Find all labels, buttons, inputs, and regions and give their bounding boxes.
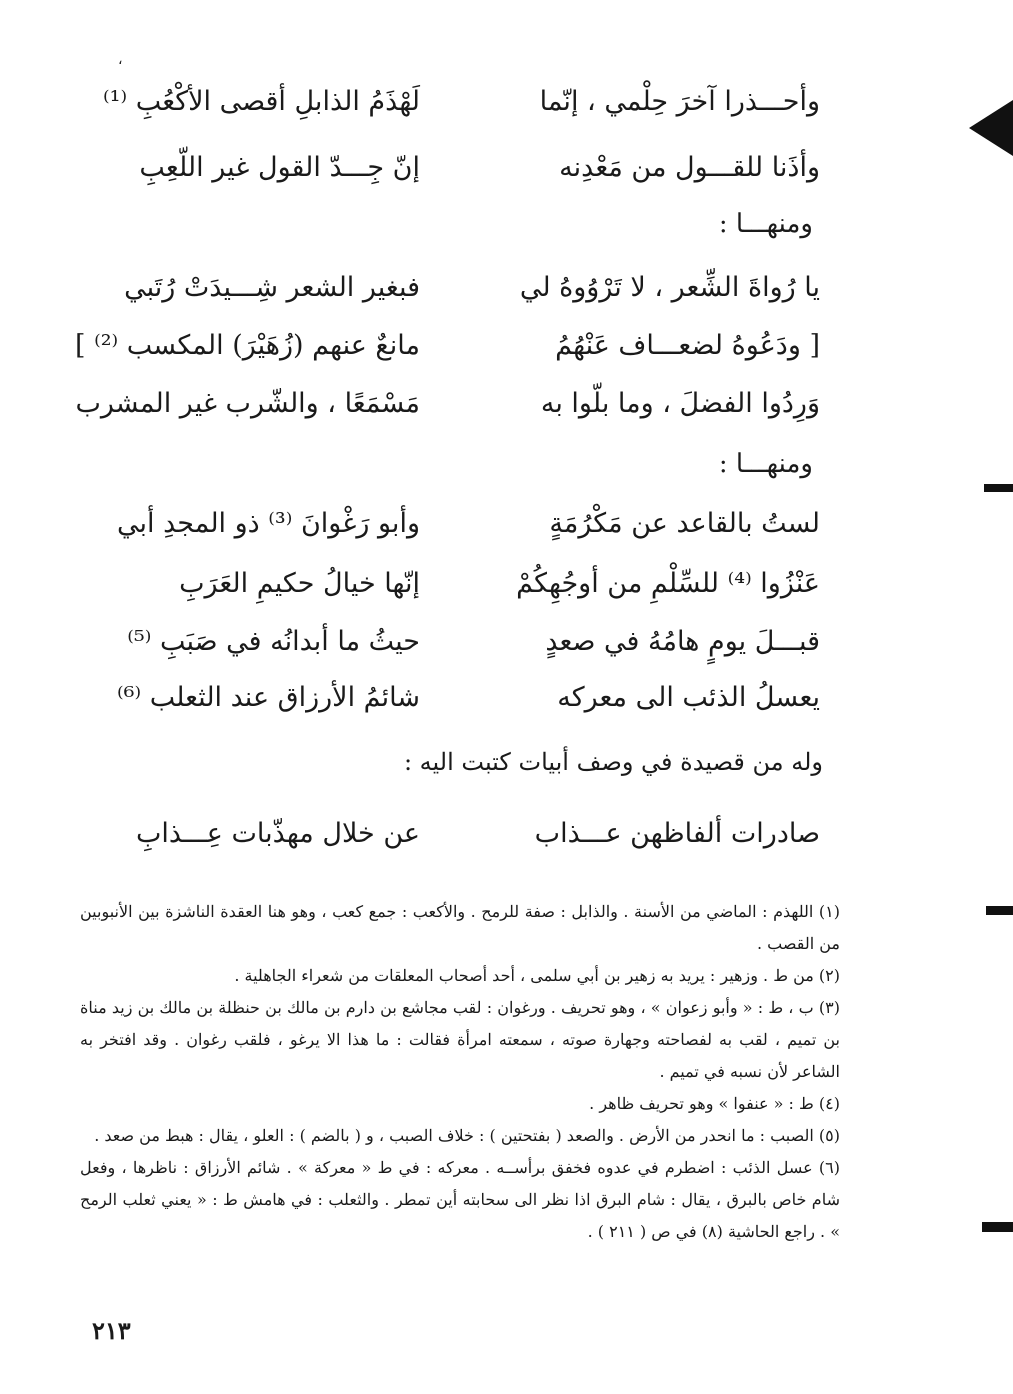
verse-left-hemistich: مَسْمَعًا ، والشّرب غير المشرب — [75, 388, 420, 419]
verse-line — [74, 320, 830, 372]
footnote: (٤) ط : « عنفوا » وهو تحريف ظاهر . — [589, 1094, 840, 1113]
verse-line — [90, 558, 830, 610]
verse-right-hemistich: يعسلُ الذئب الى معركه — [557, 682, 820, 713]
verse-line — [90, 76, 830, 128]
footnote: (٥) الصبب : ما انحدر من الأرض . والصعد ( بفتحتين ) : خلاف الصبب ، و ( بالضم ) : العلو ، يقال : هبط من صعد . — [94, 1126, 840, 1145]
edge-tab-mark — [982, 1222, 1013, 1232]
verse-line — [90, 142, 830, 194]
page-number: ٢١٣ — [92, 1316, 131, 1345]
footnote: (٣) ب ، ط : « وأبو زعوان » ، وهو تحريف . ورغوان : لقب مجاشع بن دارم بن مالك بن حنظلة بن مالك بن زيد مناة بن تميم ، لقب به لفصاحته وجهارة صوته ، سمعته امرأة فقالت : ما هذا الا يرغو ، فلقب رغوان . وقد افتخر به الشاعر لأن نسبه في تميم . — [80, 998, 840, 1081]
footnote: (٢) من ط . وزهير : يريد به زهير بن أبي سلمى ، أحد أصحاب المعلقات من شعراء الجاهلية . — [234, 966, 840, 985]
footnotes — [80, 896, 840, 1248]
footnote: (١) اللهذم : الماضي من الأسنة . والذابل : صفة للرمح . والأكعب : جمع كعب ، وهو هنا العقدة الناشزة بين الأنبوبين من القصب . — [80, 902, 841, 953]
verse-right-hemistich: عَنْزُوا ⁽⁴⁾ للسِّلْمِ من أوجُهِكُمْ — [516, 568, 820, 599]
edge-tab-mark — [969, 100, 1013, 156]
verse-left-hemistich: لَهْذَمُ الذابلِ أقصى الأكْعُبِ ⁽¹⁾ — [103, 86, 420, 117]
verse-right-hemistich: وَرِدُوا الفضلَ ، وما بلّوا به — [540, 388, 820, 419]
verse-left-hemistich: شائمُ الأرزاق عند الثعلب ⁽⁶⁾ — [117, 682, 420, 713]
verse-right-hemistich: صادرات ألفاظهن عـــذاب — [534, 818, 820, 849]
intro-line: وله من قصيدة في وصف أبيات كتبت اليه : — [403, 748, 823, 776]
verse-line — [90, 808, 830, 860]
verse-right-hemistich: قبـــلَ يومٍ هامُهُ في صعدٍ — [545, 626, 820, 657]
verse-left-hemistich: إنّها خيالُ حكيمِ العَرَبِ — [179, 568, 420, 599]
verse-left-hemistich: إنّ جِـــدّ القول غير اللّعِبِ — [139, 152, 420, 183]
verse-right-hemistich: يا رُواةَ الشِّعر ، لا تَرْوُوهُ لي — [519, 272, 820, 303]
verse-line — [90, 498, 830, 550]
verse-line — [90, 616, 830, 668]
verse-right-hemistich: وأذَنا للقـــول من مَعْدِنه — [559, 152, 820, 183]
verse-line — [90, 262, 830, 314]
verse-left-hemistich: حيثُ ما أبدانُه في صَبَبِ ⁽⁵⁾ — [127, 626, 420, 657]
footnote: (٦) عسل الذئب : اضطرم في عدوه فخفق برأســه . معركه : في ط « معركة » . شائم الأرزاق : ناظرها ، وفعل شام خاص بالبرق ، يقال : شام البرق اذا نظر الى سحابته أين تمطر . والثعلب : في هامش ط : « يعني ثعلب الرمح » . راجع الحاشية (٨) في ص ( ٢١١ ) . — [80, 1158, 840, 1241]
verse-line — [75, 378, 830, 430]
edge-tab-mark — [986, 906, 1013, 915]
verse-line — [90, 672, 830, 724]
section-label: ومنهـــا : — [718, 209, 813, 239]
verse-left-hemistich: مانعٌ عنهم (زُهَيْرَ) المكسب ⁽²⁾ ] — [74, 330, 420, 361]
edge-tab-mark — [984, 484, 1013, 492]
verse-right-hemistich: [ ودَعُوهُ لضعـــاف عَنْهُمُ — [555, 330, 820, 361]
verse-left-hemistich: فبغير الشعر شِـــيدَتْ رُتَبي — [124, 272, 420, 303]
verse-right-hemistich: وأحـــذرا آخرَ حِلْمي ، إنّما — [539, 86, 820, 117]
verse-left-hemistich: عن خلال مهذّبات عِـــذابِ — [135, 818, 420, 849]
section-label: ومنهـــا : — [718, 449, 813, 479]
top-mark: ، — [118, 52, 123, 68]
verse-left-hemistich: وأبو رَغْوانَ ⁽³⁾ ذو المجدِ أبي — [117, 508, 420, 539]
verse-right-hemistich: لستُ بالقاعد عن مَكْرُمَةٍ — [549, 508, 820, 539]
